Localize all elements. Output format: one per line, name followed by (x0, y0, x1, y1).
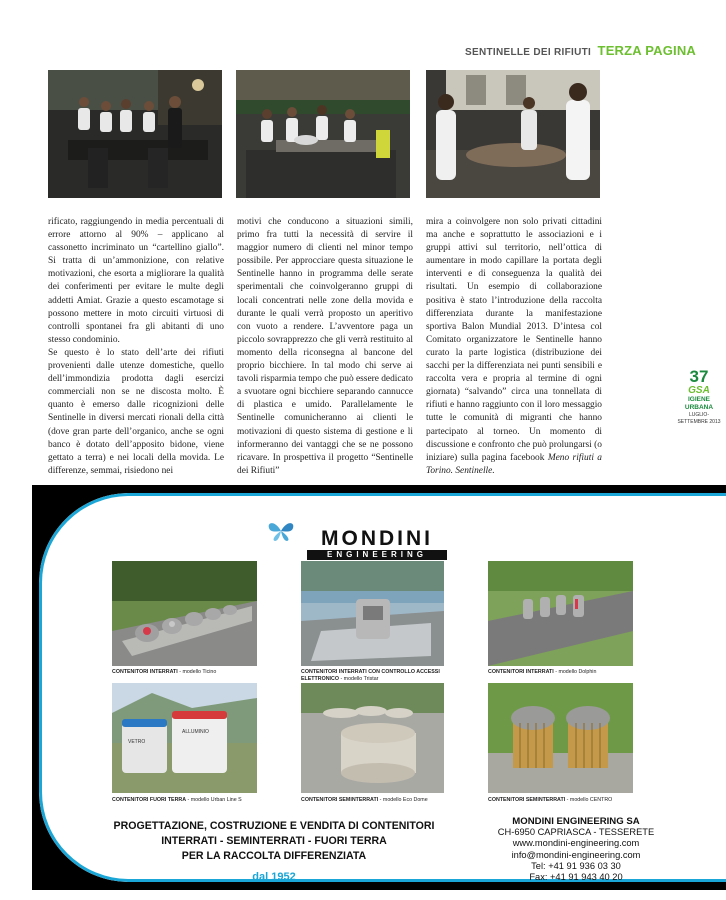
product-photo (488, 683, 633, 793)
product-photo (112, 683, 257, 793)
mondini-advertisement (32, 485, 726, 890)
founded-year: dal 1952 (252, 871, 296, 882)
bin-label: VETRO (128, 739, 146, 745)
product-caption: CONTENITORI INTERRATI - modello Ticino (112, 669, 217, 675)
company-contact (471, 816, 681, 882)
ad-slogan: PROGETTAZIONE, COSTRUZIONE E VENDITA DI CONTENITORI INTERRATI - SEMINTERRATI - FUORI TERRA PER LA RACCOLTA DIFFERENZIATA (113, 820, 435, 862)
brand-subtitle: ENGINEERING (307, 550, 447, 560)
bin-label: ALLUMINIO (182, 729, 209, 735)
magazine-subtitle: IGIENE URBANA (684, 396, 714, 411)
paragraph: mira a coinvolgere non solo privati cittadini ma anche e soprattutto le associazioni e i gruppi attivi sul territorio, nell’ottica di aumentare in modo capillare la portata degli interventi e di conseguenza la qualità dei risultati. Un esempio di collaborazione positiva è stato l’introduzione della raccolta differenziata durante la manifestazione sportiva Balon Mundial 2013. D’intesa col Comitato organizzatore le Sentinelle hanno curato la parte logistica (distribuzione dei sacchi per la differenziata nei punti sensibili e raccolta vera e propria al termine di ogni giornata) “salvando” circa una tonnellata di rifiuti e hanno raggiunto con il loro messaggio tutte le comunità di migranti che hanno partecipato al torneo. Un momento di discussione e confronto che può prolungarsi (o iniziare) sulla pagina facebook Meno rifiuti a Torino. Sentinelle. (426, 217, 602, 476)
issue-date: LUGLIO-SETTEMBRE 2013 (677, 412, 721, 425)
product-caption: CONTENITORI SEMINTERRATI - modello CENTRO (488, 797, 613, 803)
company-phone: Tel: +41 91 936 03 30 (531, 860, 621, 871)
product-photo (301, 561, 444, 666)
product-caption: CONTENITORI SEMINTERRATI - modello Eco Dome (301, 797, 428, 803)
company-fax: Fax: +41 91 943 40 20 (529, 872, 623, 882)
paragraph: rificato, raggiungendo in media percentuali di errore attorno al 90% – applicano al cassonetto incriminato un “cartellino giallo”. Si tratta di un’ammonizione, con relative motivazioni, che esorta a migliorare la qualità dei conferimenti per evitare le multe degli addetti Amiat. Grazie a questo escamotage si possono mettere in moto circuiti virtuosi di controlli spontanei fra gli abitanti di uno stesso condominio. (48, 217, 224, 345)
ad-panel (39, 493, 726, 882)
facebook-page-name: Meno rifiuti a Torino. Sentinelle. (426, 452, 602, 476)
paragraph: motivi che conducono a situazioni simili, primo fra tutti la necessità di servire il maggior numero di clienti nel minor tempo possibile. Per approcciare questa situazione le Sentinelle hanno in programma delle serate sperimentali che coinvolgeranno gruppi di locali concentrati nelle zone della movida e durante le quali verrà proposto un aperitivo con vuoto a rendere. L’avventore paga un piccolo sovrapprezzo che gli verrà restituito al momento della riconsegna al bancone del proprio bicchiere. In tal modo chi serve ai tavoli risparmia tempo che può essere dedicato a svuotare ogni bicchiere separando cannucce di plastica e umido. Parallelamente le Sentinelle comunicheranno ai clienti le motivazioni di questo sistema di gestione e li informeranno dei vantaggi che se ne possono ricavare. In prospettiva il progetto “Sentinelle dei Rifiuti” (237, 217, 413, 476)
company-name: MONDINI ENGINEERING SA (512, 816, 640, 827)
company-address: CH-6950 CAPRIASCA - TESSERETE (497, 827, 655, 838)
page-header (465, 42, 696, 60)
volunteers-night-photo-2 (236, 70, 410, 198)
product-photo (488, 561, 633, 666)
product-caption: CONTENITORI INTERRATI - modello Dolphin (488, 669, 597, 675)
product-caption: CONTENITORI FUORI TERRA - modello Urban Line S (112, 797, 242, 803)
page-label: TERZA PAGINA (597, 43, 696, 58)
article-column-3 (426, 216, 602, 478)
volunteers-night-photo-3 (426, 70, 600, 198)
company-email[interactable]: info@mondini-engineering.com (511, 849, 641, 860)
company-website[interactable]: www.mondini-engineering.com (512, 838, 640, 849)
paragraph: Se questo è lo stato dell’arte dei rifiuti provenienti dalle utenze domestiche, quello dell’immondizia prodotta dagli esercizi commerciali non se ne discosta molto. È quanto è emerso dalle ricognizioni delle Sentinelle in diversi mercati rionali della città (dove gran parte dell’organico, anche se ogni banco è dotato dell’apposito bidone, viene gettato a terra) e nei locali della movida. Le differenze, semmai, risiedono nei (48, 347, 224, 476)
butterfly-icon (267, 520, 295, 542)
mondini-logo (307, 528, 447, 560)
magazine-logo: GSA (688, 385, 710, 396)
magazine-sidebar (676, 368, 722, 426)
volunteers-night-photo-1 (48, 70, 222, 198)
product-caption: CONTENITORI INTERRATI CON CONTROLLO ACCESSI ELETTRONICO - modello Tristar (301, 669, 440, 682)
page-number: 37 (689, 367, 709, 386)
section-title: SENTINELLE DEI RIFIUTI (465, 47, 592, 58)
article-column-1 (48, 216, 224, 478)
product-photo (301, 683, 444, 793)
article-column-2 (237, 216, 413, 478)
brand-name: MONDINI (321, 527, 433, 550)
product-photo (112, 561, 257, 666)
